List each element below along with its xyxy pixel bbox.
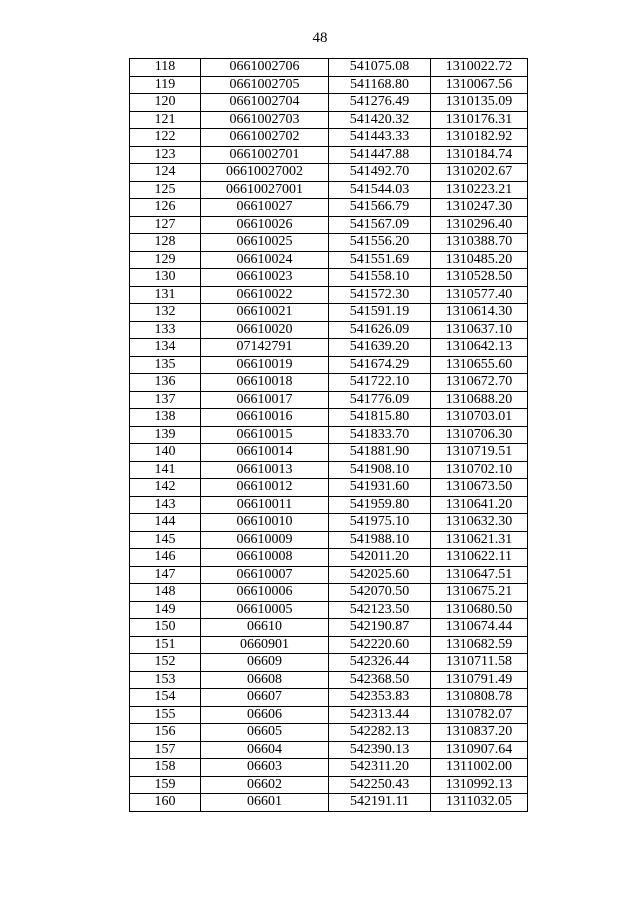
point-id-cell: 06610013 <box>201 461 329 479</box>
table-row <box>130 286 528 304</box>
table-row <box>130 776 528 794</box>
table-row <box>130 654 528 672</box>
table-row <box>130 566 528 584</box>
table-row <box>130 671 528 689</box>
table-row <box>130 584 528 602</box>
point-number-cell: 139 <box>130 426 201 444</box>
y-coordinate-cell: 1310907.64 <box>431 741 528 759</box>
y-coordinate-cell: 1310641.20 <box>431 496 528 514</box>
point-number-cell: 133 <box>130 321 201 339</box>
point-number-cell: 130 <box>130 269 201 287</box>
point-number-cell: 132 <box>130 304 201 322</box>
y-coordinate-cell: 1310837.20 <box>431 724 528 742</box>
y-coordinate-cell: 1310637.10 <box>431 321 528 339</box>
point-id-cell: 06602 <box>201 776 329 794</box>
y-coordinate-cell: 1310647.51 <box>431 566 528 584</box>
table-row <box>130 304 528 322</box>
x-coordinate-cell: 542190.87 <box>329 619 431 637</box>
table-row <box>130 741 528 759</box>
point-id-cell: 06609 <box>201 654 329 672</box>
y-coordinate-cell: 1310485.20 <box>431 251 528 269</box>
x-coordinate-cell: 541959.80 <box>329 496 431 514</box>
point-id-cell: 06610017 <box>201 391 329 409</box>
point-number-cell: 118 <box>130 59 201 77</box>
x-coordinate-cell: 541931.60 <box>329 479 431 497</box>
table-row <box>130 164 528 182</box>
table-row <box>130 549 528 567</box>
point-number-cell: 127 <box>130 216 201 234</box>
y-coordinate-cell: 1310675.21 <box>431 584 528 602</box>
x-coordinate-cell: 541447.88 <box>329 146 431 164</box>
point-number-cell: 155 <box>130 706 201 724</box>
point-number-cell: 150 <box>130 619 201 637</box>
point-id-cell: 06610005 <box>201 601 329 619</box>
y-coordinate-cell: 1310711.58 <box>431 654 528 672</box>
x-coordinate-cell: 541558.10 <box>329 269 431 287</box>
y-coordinate-cell: 1310703.01 <box>431 409 528 427</box>
point-id-cell: 06610008 <box>201 549 329 567</box>
x-coordinate-cell: 541566.79 <box>329 199 431 217</box>
x-coordinate-cell: 541591.19 <box>329 304 431 322</box>
y-coordinate-cell: 1310296.40 <box>431 216 528 234</box>
x-coordinate-cell: 541420.32 <box>329 111 431 129</box>
y-coordinate-cell: 1311032.05 <box>431 794 528 812</box>
table-row <box>130 794 528 812</box>
x-coordinate-cell: 542025.60 <box>329 566 431 584</box>
table-row <box>130 461 528 479</box>
y-coordinate-cell: 1310791.49 <box>431 671 528 689</box>
y-coordinate-cell: 1310673.50 <box>431 479 528 497</box>
table-row <box>130 479 528 497</box>
table-row <box>130 636 528 654</box>
x-coordinate-cell: 542191.11 <box>329 794 431 812</box>
point-number-cell: 137 <box>130 391 201 409</box>
point-id-cell: 06610023 <box>201 269 329 287</box>
table-row <box>130 146 528 164</box>
point-number-cell: 154 <box>130 689 201 707</box>
y-coordinate-cell: 1310782.07 <box>431 706 528 724</box>
table-row <box>130 759 528 777</box>
point-number-cell: 152 <box>130 654 201 672</box>
x-coordinate-cell: 541551.69 <box>329 251 431 269</box>
y-coordinate-cell: 1311002.00 <box>431 759 528 777</box>
point-number-cell: 124 <box>130 164 201 182</box>
table-row <box>130 409 528 427</box>
y-coordinate-cell: 1310067.56 <box>431 76 528 94</box>
point-id-cell: 06604 <box>201 741 329 759</box>
point-id-cell: 0661002706 <box>201 59 329 77</box>
x-coordinate-cell: 542390.13 <box>329 741 431 759</box>
x-coordinate-cell: 541988.10 <box>329 531 431 549</box>
point-number-cell: 138 <box>130 409 201 427</box>
x-coordinate-cell: 541567.09 <box>329 216 431 234</box>
y-coordinate-cell: 1310674.44 <box>431 619 528 637</box>
point-id-cell: 0661002703 <box>201 111 329 129</box>
table-row <box>130 59 528 77</box>
point-id-cell: 06603 <box>201 759 329 777</box>
y-coordinate-cell: 1310577.40 <box>431 286 528 304</box>
point-id-cell: 06610026 <box>201 216 329 234</box>
x-coordinate-cell: 541833.70 <box>329 426 431 444</box>
point-number-cell: 147 <box>130 566 201 584</box>
y-coordinate-cell: 1310388.70 <box>431 234 528 252</box>
point-number-cell: 149 <box>130 601 201 619</box>
x-coordinate-cell: 541881.90 <box>329 444 431 462</box>
point-number-cell: 131 <box>130 286 201 304</box>
point-id-cell: 06606 <box>201 706 329 724</box>
point-id-cell: 0660901 <box>201 636 329 654</box>
point-id-cell: 0661002701 <box>201 146 329 164</box>
y-coordinate-cell: 1310680.50 <box>431 601 528 619</box>
x-coordinate-cell: 541276.49 <box>329 94 431 112</box>
x-coordinate-cell: 542070.50 <box>329 584 431 602</box>
table-row <box>130 496 528 514</box>
table-row <box>130 391 528 409</box>
x-coordinate-cell: 542311.20 <box>329 759 431 777</box>
y-coordinate-cell: 1310202.67 <box>431 164 528 182</box>
table-row <box>130 129 528 147</box>
point-id-cell: 06610011 <box>201 496 329 514</box>
y-coordinate-cell: 1310688.20 <box>431 391 528 409</box>
point-id-cell: 0661002702 <box>201 129 329 147</box>
y-coordinate-cell: 1310682.59 <box>431 636 528 654</box>
x-coordinate-cell: 541168.80 <box>329 76 431 94</box>
x-coordinate-cell: 541626.09 <box>329 321 431 339</box>
y-coordinate-cell: 1310632.30 <box>431 514 528 532</box>
point-number-cell: 143 <box>130 496 201 514</box>
y-coordinate-cell: 1310622.11 <box>431 549 528 567</box>
page-number: 48 <box>312 30 328 46</box>
y-coordinate-cell: 1310655.60 <box>431 356 528 374</box>
y-coordinate-cell: 1310022.72 <box>431 59 528 77</box>
coordinates-table-body <box>130 59 528 812</box>
point-number-cell: 120 <box>130 94 201 112</box>
x-coordinate-cell: 541556.20 <box>329 234 431 252</box>
table-row <box>130 356 528 374</box>
point-number-cell: 144 <box>130 514 201 532</box>
point-id-cell: 06610027 <box>201 199 329 217</box>
point-number-cell: 134 <box>130 339 201 357</box>
x-coordinate-cell: 541722.10 <box>329 374 431 392</box>
x-coordinate-cell: 541776.09 <box>329 391 431 409</box>
point-id-cell: 06610 <box>201 619 329 637</box>
x-coordinate-cell: 541443.33 <box>329 129 431 147</box>
point-number-cell: 122 <box>130 129 201 147</box>
x-coordinate-cell: 541908.10 <box>329 461 431 479</box>
y-coordinate-cell: 1310247.30 <box>431 199 528 217</box>
x-coordinate-cell: 541572.30 <box>329 286 431 304</box>
point-number-cell: 125 <box>130 181 201 199</box>
table-row <box>130 76 528 94</box>
y-coordinate-cell: 1310182.92 <box>431 129 528 147</box>
point-number-cell: 119 <box>130 76 201 94</box>
y-coordinate-cell: 1310223.21 <box>431 181 528 199</box>
point-id-cell: 06610007 <box>201 566 329 584</box>
x-coordinate-cell: 541544.03 <box>329 181 431 199</box>
point-number-cell: 145 <box>130 531 201 549</box>
point-id-cell: 06608 <box>201 671 329 689</box>
point-number-cell: 126 <box>130 199 201 217</box>
point-number-cell: 141 <box>130 461 201 479</box>
point-number-cell: 156 <box>130 724 201 742</box>
point-id-cell: 06610018 <box>201 374 329 392</box>
table-row <box>130 321 528 339</box>
y-coordinate-cell: 1310135.09 <box>431 94 528 112</box>
y-coordinate-cell: 1310614.30 <box>431 304 528 322</box>
table-row <box>130 216 528 234</box>
x-coordinate-cell: 542313.44 <box>329 706 431 724</box>
table-row <box>130 199 528 217</box>
point-id-cell: 06610027002 <box>201 164 329 182</box>
point-id-cell: 06607 <box>201 689 329 707</box>
x-coordinate-cell: 542250.43 <box>329 776 431 794</box>
table-row <box>130 444 528 462</box>
y-coordinate-cell: 1310642.13 <box>431 339 528 357</box>
point-id-cell: 06601 <box>201 794 329 812</box>
x-coordinate-cell: 541674.29 <box>329 356 431 374</box>
table-row <box>130 251 528 269</box>
table-row <box>130 689 528 707</box>
point-number-cell: 135 <box>130 356 201 374</box>
table-row <box>130 111 528 129</box>
point-id-cell: 06605 <box>201 724 329 742</box>
point-id-cell: 06610006 <box>201 584 329 602</box>
table-row <box>130 374 528 392</box>
y-coordinate-cell: 1310672.70 <box>431 374 528 392</box>
y-coordinate-cell: 1310706.30 <box>431 426 528 444</box>
coordinates-table <box>129 58 528 812</box>
point-id-cell: 06610027001 <box>201 181 329 199</box>
x-coordinate-cell: 542353.83 <box>329 689 431 707</box>
point-number-cell: 136 <box>130 374 201 392</box>
table-row <box>130 234 528 252</box>
y-coordinate-cell: 1310808.78 <box>431 689 528 707</box>
point-number-cell: 159 <box>130 776 201 794</box>
x-coordinate-cell: 542123.50 <box>329 601 431 619</box>
point-id-cell: 06610025 <box>201 234 329 252</box>
point-number-cell: 140 <box>130 444 201 462</box>
point-id-cell: 06610020 <box>201 321 329 339</box>
y-coordinate-cell: 1310992.13 <box>431 776 528 794</box>
point-number-cell: 153 <box>130 671 201 689</box>
point-id-cell: 06610009 <box>201 531 329 549</box>
y-coordinate-cell: 1310719.51 <box>431 444 528 462</box>
point-id-cell: 06610012 <box>201 479 329 497</box>
table-row <box>130 619 528 637</box>
x-coordinate-cell: 542011.20 <box>329 549 431 567</box>
point-number-cell: 151 <box>130 636 201 654</box>
point-id-cell: 06610022 <box>201 286 329 304</box>
point-number-cell: 123 <box>130 146 201 164</box>
y-coordinate-cell: 1310184.74 <box>431 146 528 164</box>
point-number-cell: 128 <box>130 234 201 252</box>
table-row <box>130 601 528 619</box>
point-id-cell: 07142791 <box>201 339 329 357</box>
point-id-cell: 0661002704 <box>201 94 329 112</box>
x-coordinate-cell: 542282.13 <box>329 724 431 742</box>
point-id-cell: 0661002705 <box>201 76 329 94</box>
x-coordinate-cell: 541815.80 <box>329 409 431 427</box>
table-row <box>130 706 528 724</box>
x-coordinate-cell: 541075.08 <box>329 59 431 77</box>
point-number-cell: 157 <box>130 741 201 759</box>
point-id-cell: 06610024 <box>201 251 329 269</box>
x-coordinate-cell: 542368.50 <box>329 671 431 689</box>
point-number-cell: 158 <box>130 759 201 777</box>
table-row <box>130 94 528 112</box>
table-row <box>130 181 528 199</box>
point-number-cell: 129 <box>130 251 201 269</box>
point-id-cell: 06610014 <box>201 444 329 462</box>
table-row <box>130 269 528 287</box>
x-coordinate-cell: 541492.70 <box>329 164 431 182</box>
x-coordinate-cell: 542220.60 <box>329 636 431 654</box>
point-number-cell: 121 <box>130 111 201 129</box>
point-number-cell: 160 <box>130 794 201 812</box>
y-coordinate-cell: 1310702.10 <box>431 461 528 479</box>
point-id-cell: 06610016 <box>201 409 329 427</box>
table-row <box>130 531 528 549</box>
point-number-cell: 146 <box>130 549 201 567</box>
table-row <box>130 724 528 742</box>
table-row <box>130 514 528 532</box>
y-coordinate-cell: 1310528.50 <box>431 269 528 287</box>
point-id-cell: 06610021 <box>201 304 329 322</box>
table-row <box>130 426 528 444</box>
table-row <box>130 339 528 357</box>
x-coordinate-cell: 542326.44 <box>329 654 431 672</box>
y-coordinate-cell: 1310621.31 <box>431 531 528 549</box>
x-coordinate-cell: 541975.10 <box>329 514 431 532</box>
point-id-cell: 06610019 <box>201 356 329 374</box>
point-id-cell: 06610010 <box>201 514 329 532</box>
x-coordinate-cell: 541639.20 <box>329 339 431 357</box>
point-number-cell: 142 <box>130 479 201 497</box>
point-number-cell: 148 <box>130 584 201 602</box>
point-id-cell: 06610015 <box>201 426 329 444</box>
y-coordinate-cell: 1310176.31 <box>431 111 528 129</box>
